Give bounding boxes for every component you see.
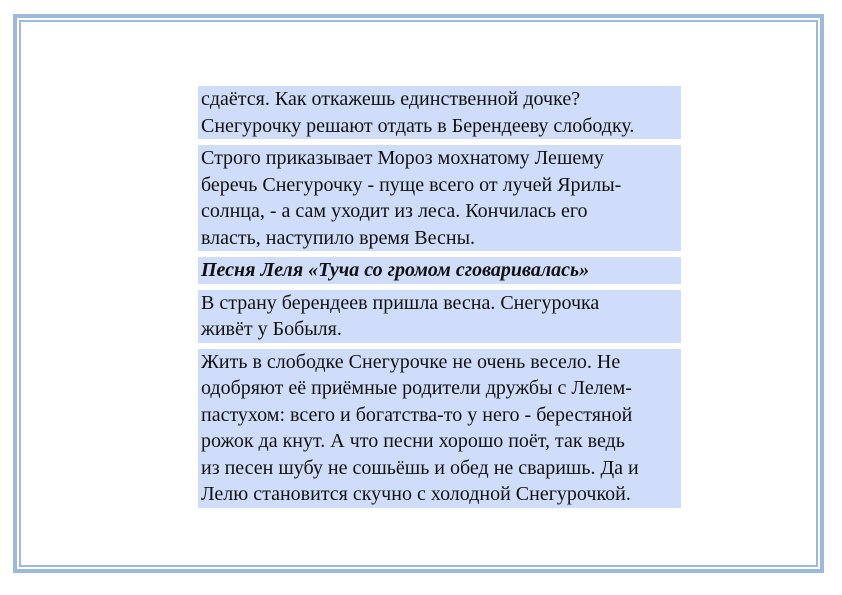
story-text-block <box>198 86 681 508</box>
paragraph-spring: В страну берендеев пришла весна. Снегурочка живёт у Бобыля. <box>198 290 681 343</box>
song-title: Песня Леля «Туча со громом сговаривалась» <box>198 257 681 284</box>
paragraph-sloboda-life: Жить в слободке Снегурочке не очень весело. Не одобряют её приёмные родители дружбы с Лелем- пастухом: всего и богатства-то у него - берестяной рожок да кнут. А что песни хорошо поёт, так ведь из песен шубу не сошьёшь и обед не сваришь. Да и Лелю становится скучно с холодной Снегурочкой. <box>198 349 681 508</box>
paragraph-frost-order: Строго приказывает Мороз мохнатому Лешему беречь Снегурочку - пуще всего от лучей Ярилы- солнца, - а сам уходит из леса. Кончилась его власть, наступило время Весны. <box>198 145 681 251</box>
paragraph-decision: сдаётся. Как откажешь единственной дочке? Снегурочку решают отдать в Берендееву слободку. <box>198 86 681 139</box>
